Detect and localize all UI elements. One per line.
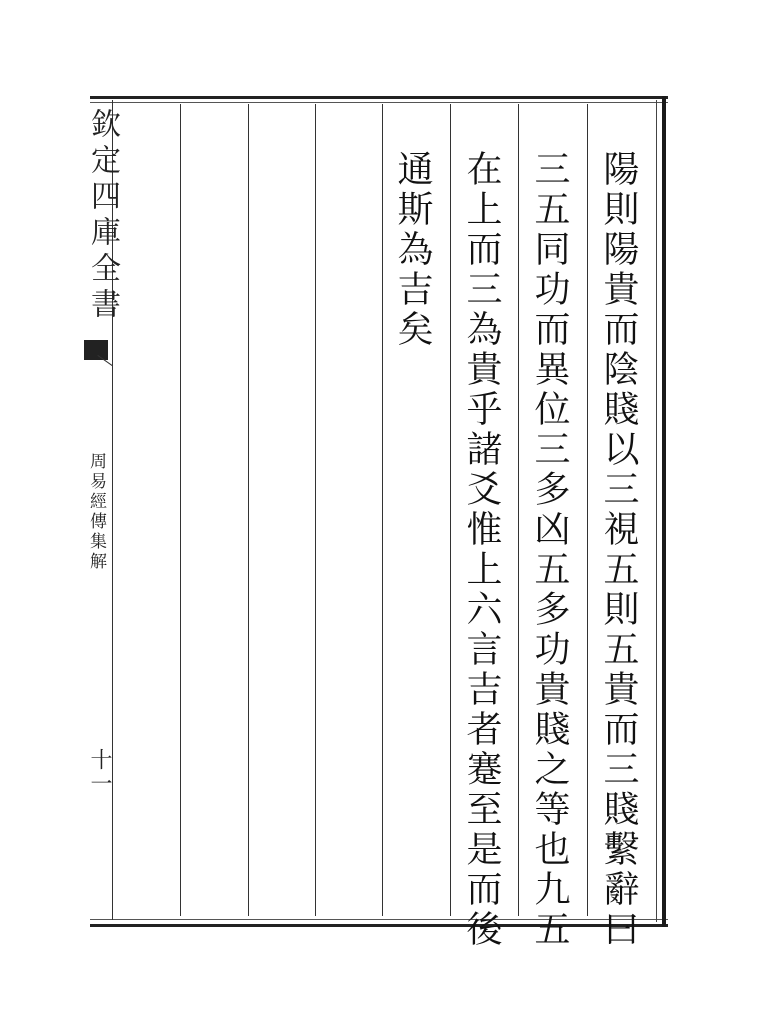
column-divider <box>315 104 316 916</box>
frame-top-inner-border <box>90 102 668 103</box>
frame-bottom-border <box>90 924 668 927</box>
column-divider <box>450 104 451 916</box>
column-divider <box>382 104 383 916</box>
frame-right-inner-border <box>656 100 657 922</box>
frame-bottom-inner-border <box>90 919 668 920</box>
column-divider <box>180 104 181 916</box>
column-divider <box>518 104 519 916</box>
frame-top-border <box>90 96 668 99</box>
text-column-1: 陽則陽貴而陰賤以三視五則五貴而三賤繫辭曰 <box>598 150 639 950</box>
page-number: 十一 <box>87 748 112 796</box>
book-title: 周易經傳集解 <box>86 452 106 572</box>
frame-right-border <box>662 96 666 927</box>
collection-title: 欽定四庫全書 <box>85 108 120 324</box>
fishtail-mark <box>84 340 108 360</box>
text-column-4: 通斯為吉矣 <box>392 150 433 350</box>
column-divider <box>248 104 249 916</box>
text-column-3: 在上而三為貴乎諸爻惟上六言吉者蹇至是而後 <box>461 150 502 950</box>
text-column-2: 三五同功而異位三多凶五多功貴賤之等也九五 <box>529 150 570 950</box>
column-divider <box>587 104 588 916</box>
